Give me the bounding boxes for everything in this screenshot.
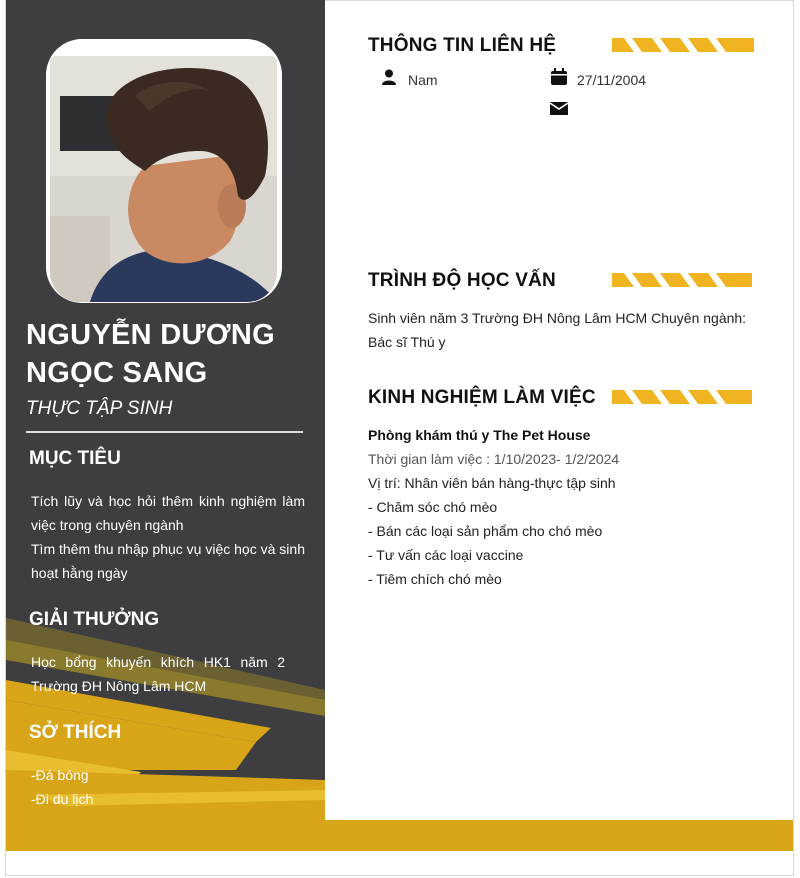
objective-line: Tìm thêm thu nhập phục vụ việc học và sinh [31, 541, 305, 557]
objective-line: hoạt hằng ngày [31, 565, 128, 581]
profile-photo [50, 56, 277, 302]
candidate-name-line1: NGUYỄN DƯƠNG [26, 319, 275, 351]
hobby-item: -Đá bóng [31, 767, 89, 783]
duty-item: - Tư vấn các loại vaccine [368, 547, 524, 563]
award-line: Học bổng khuyến khích HK1 năm 2 [31, 654, 285, 670]
profile-photo-frame [46, 39, 282, 303]
contact-heading: THÔNG TIN LIÊN HỆ [368, 35, 557, 56]
duty-item: - Tiêm chích chó mèo [368, 571, 502, 587]
education-text [368, 306, 768, 354]
experience-details [368, 423, 768, 591]
hobby-item: -Đi du lịch [31, 791, 94, 807]
objective-line: việc trong chuyên ngành [31, 517, 184, 533]
birthday-value: 27/11/2004 [577, 72, 647, 88]
company-name: Phòng khám thú y The Pet House [368, 427, 591, 443]
hobbies-list [31, 763, 305, 811]
duty-item: - Chăm sóc chó mèo [368, 499, 498, 515]
work-period: Thời gian làm việc : 1/10/2023- 1/2/2024 [368, 451, 620, 467]
education-line: Sinh viên năm 3 Trường ĐH Nông Lâm HCM Chuyên ngành: [368, 310, 747, 326]
profile-photo-image [50, 56, 277, 302]
experience-heading: KINH NGHIỆM LÀM VIỆC [368, 387, 596, 408]
bottom-accent-band [6, 820, 793, 851]
person-icon [381, 69, 397, 85]
name-divider [26, 431, 303, 433]
awards-heading: GIẢI THƯỞNG [29, 609, 160, 630]
education-line: Bác sĩ Thú y [368, 334, 446, 350]
heading-stripes-decoration [612, 273, 752, 287]
calendar-icon [550, 68, 568, 86]
envelope-icon [550, 100, 568, 115]
heading-stripes-decoration [612, 38, 754, 52]
awards-text [31, 650, 285, 698]
objective-text [31, 489, 305, 585]
heading-stripes-decoration [612, 390, 752, 404]
gender-value: Nam [408, 72, 438, 88]
duty-item: - Bán các loại sản phẩm cho chó mèo [368, 523, 603, 539]
candidate-name-line2: NGỌC SANG [26, 357, 208, 389]
award-line: Trường ĐH Nông Lâm HCM [31, 678, 207, 694]
job-position: Vị trí: Nhân viên bán hàng-thực tập sinh [368, 475, 616, 491]
candidate-role: THỰC TẬP SINH [26, 398, 173, 419]
candidate-name [26, 316, 316, 392]
hobbies-heading: SỞ THÍCH [29, 722, 122, 743]
objective-line: Tích lũy và học hỏi thêm kinh nghiệm làm [31, 493, 305, 509]
objective-heading: MỤC TIÊU [29, 448, 121, 469]
education-heading: TRÌNH ĐỘ HỌC VẤN [368, 270, 556, 291]
